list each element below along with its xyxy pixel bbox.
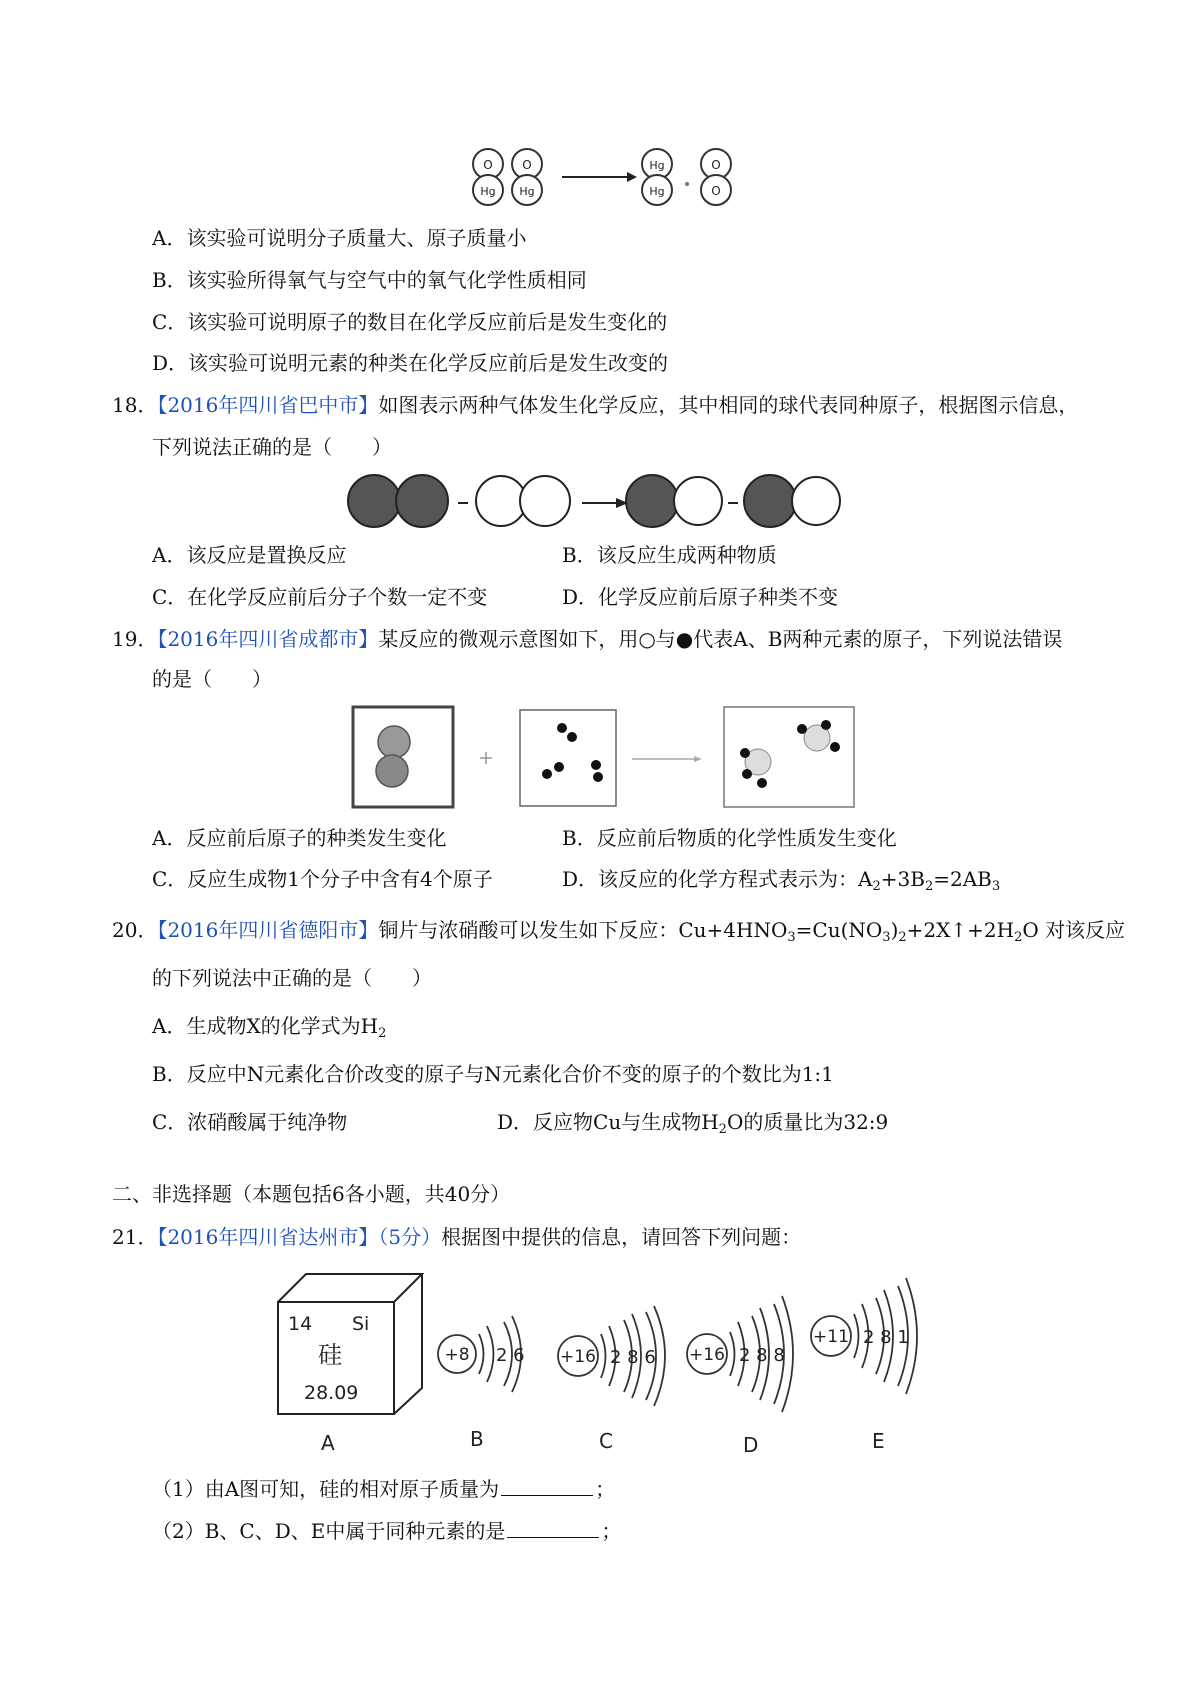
atom-c-shells: 2 8 6: [610, 1347, 656, 1368]
q18-stem: 如图表示两种气体发生化学反应，其中相同的球代表同种原子，根据图示信息，: [378, 393, 1079, 417]
q20-stem-line1: [112, 915, 1125, 953]
q20-option-a: [152, 1011, 386, 1049]
answer-blank-2[interactable]: [507, 1517, 599, 1538]
q20-stem-sub3: 2: [898, 930, 907, 945]
q18-option-d: D．化学反应前后原子种类不变: [562, 585, 839, 609]
atom-d-shells: 2 8 8: [739, 1345, 785, 1366]
figure-letter-c: C: [599, 1429, 613, 1453]
q19-stem: 某反应的微观示意图如下，用○与●代表A、B两种元素的原子，下列说法错误: [378, 627, 1063, 651]
q17-option-d: D．该实验可说明元素的种类在化学反应前后是发生改变的: [152, 351, 669, 375]
q20-stem-e: O 对该反应: [1022, 918, 1126, 942]
q19-figure: [350, 704, 858, 810]
q20-source: 【2016年四川省德阳市】: [157, 918, 379, 942]
q18-figure: [346, 471, 860, 531]
q19-source: 【2016年四川省成都市】: [157, 627, 379, 651]
q17-label-hg2: Hg: [519, 185, 535, 198]
tile-atomic-number: 14: [288, 1313, 313, 1335]
atom-d-nucleus: +16: [689, 1345, 725, 1365]
q18-option-a: A．该反应是置换反应: [152, 543, 347, 567]
q17-label-hg4: Hg: [649, 185, 665, 198]
q19-d-sub2: 2: [924, 879, 934, 894]
q17-option-b: B．该实验所得氧气与空气中的氧气化学性质相同: [152, 268, 587, 292]
q20-stem-d: +2X↑+2H: [906, 918, 1015, 942]
section2-heading: 二、非选择题（本题包括6各小题，共40分）: [112, 1182, 511, 1206]
atom-b-shells: 2 6: [496, 1345, 525, 1366]
q17-option-a: A．该实验可说明分子质量大、原子质量小: [152, 226, 527, 250]
q21-sub1-end: ；: [595, 1477, 616, 1501]
q18-source: 【2016年四川省巴中市】: [157, 393, 379, 417]
atom-e-shells: 2 8 1: [863, 1327, 909, 1348]
q21-figure: [274, 1260, 934, 1458]
q21-sub1: [152, 1474, 615, 1504]
q17-label-hg3: Hg: [649, 159, 665, 172]
q20-stem-sub1: 3: [787, 930, 796, 945]
q19-d-prefix: D．该反应的化学方程式表示为：A: [562, 867, 873, 891]
q17-option-c: C．该实验可说明原子的数目在化学反应前后是发生变化的: [152, 310, 668, 334]
q21-sub1-text: （1）由A图可知，硅的相对原子质量为: [152, 1477, 500, 1501]
q17-label-o3: O: [711, 158, 721, 172]
atom-e-nucleus: +11: [813, 1327, 849, 1347]
tile-symbol: Si: [352, 1313, 370, 1335]
q20-a-text: A．生成物X的化学式为H: [152, 1014, 379, 1038]
answer-blank-1[interactable]: [501, 1475, 593, 1496]
figure-letter-a: A: [321, 1431, 335, 1455]
q19-d-mid2: =2AB: [933, 867, 992, 891]
atom-b-nucleus: +8: [444, 1345, 470, 1365]
q19-d-sub1: 2: [872, 879, 881, 894]
q20-d-sub: 2: [718, 1122, 727, 1137]
q17-label-o2: O: [522, 158, 532, 172]
q19-stem-line1: [112, 624, 1062, 654]
q20-a-sub: 2: [378, 1026, 387, 1041]
q17-label-o1: O: [483, 158, 493, 172]
q21-sub2: [152, 1516, 621, 1546]
tile-mass: 28.09: [304, 1382, 359, 1404]
q18-number: 18．: [112, 393, 158, 417]
q17-label-o4: O: [711, 184, 721, 198]
q19-d-sub3: 3: [991, 879, 1001, 894]
q19-option-d: [562, 864, 1000, 902]
figure-letter-d: D: [743, 1433, 759, 1457]
q20-stem-sub4: 2: [1014, 930, 1023, 945]
q21-stem-line1: [112, 1222, 801, 1252]
q21-sub2-end: ；: [601, 1519, 622, 1543]
atom-c-nucleus: +16: [560, 1347, 596, 1367]
figure-letter-b: B: [470, 1427, 484, 1451]
q20-d-text2: O的质量比为32:9: [726, 1110, 889, 1134]
q18-stem-line1: [112, 390, 1078, 420]
q20-stem-b: =Cu(NO: [795, 918, 883, 942]
q17-label-hg1: Hg: [480, 185, 496, 198]
q18-option-c: C．在化学反应前后分子个数一定不变: [152, 585, 488, 609]
q21-number: 21．: [112, 1225, 158, 1249]
q20-stem-sub2: 3: [882, 930, 891, 945]
q19-option-b: B．反应前后物质的化学性质发生变化: [562, 826, 897, 850]
q17-figure: [467, 144, 737, 210]
q20-option-c: C．浓硝酸属于纯净物: [152, 1110, 348, 1134]
q19-option-a: A．反应前后原子的种类发生变化: [152, 826, 447, 850]
q20-option-d: [497, 1107, 888, 1145]
q18-option-b: B．该反应生成两种物质: [562, 543, 777, 567]
q20-number: 20．: [112, 918, 158, 942]
q19-option-c: C．反应生成物1个分子中含有4个原子: [152, 867, 493, 891]
q19-stem-line2: 的是（ ）: [152, 667, 272, 691]
q20-option-b: B．反应中N元素化合价改变的原子与N元素化合价不变的原子的个数比为1:1: [152, 1062, 834, 1086]
q21-source: 【2016年四川省达州市】: [157, 1225, 379, 1249]
q19-number: 19．: [112, 627, 158, 651]
tile-name: 硅: [318, 1341, 342, 1369]
q20-d-text1: D．反应物Cu与生成物H: [497, 1110, 719, 1134]
q21-sub2-text: （2）B、C、D、E中属于同种元素的是: [152, 1519, 506, 1543]
figure-letter-e: E: [872, 1429, 885, 1453]
q19-d-mid: +3B: [880, 867, 925, 891]
q21-stem: 根据图中提供的信息，请回答下列问题：: [441, 1225, 802, 1249]
q18-stem-line2: 下列说法正确的是（ ）: [152, 435, 392, 459]
q21-score: （5分）: [378, 1225, 442, 1249]
q20-stem-line2: 的下列说法中正确的是（ ）: [152, 966, 432, 990]
q20-stem-a: 铜片与浓硝酸可以发生如下反应：Cu+4HNO: [378, 918, 788, 942]
q20-stem-c: ): [890, 918, 899, 942]
